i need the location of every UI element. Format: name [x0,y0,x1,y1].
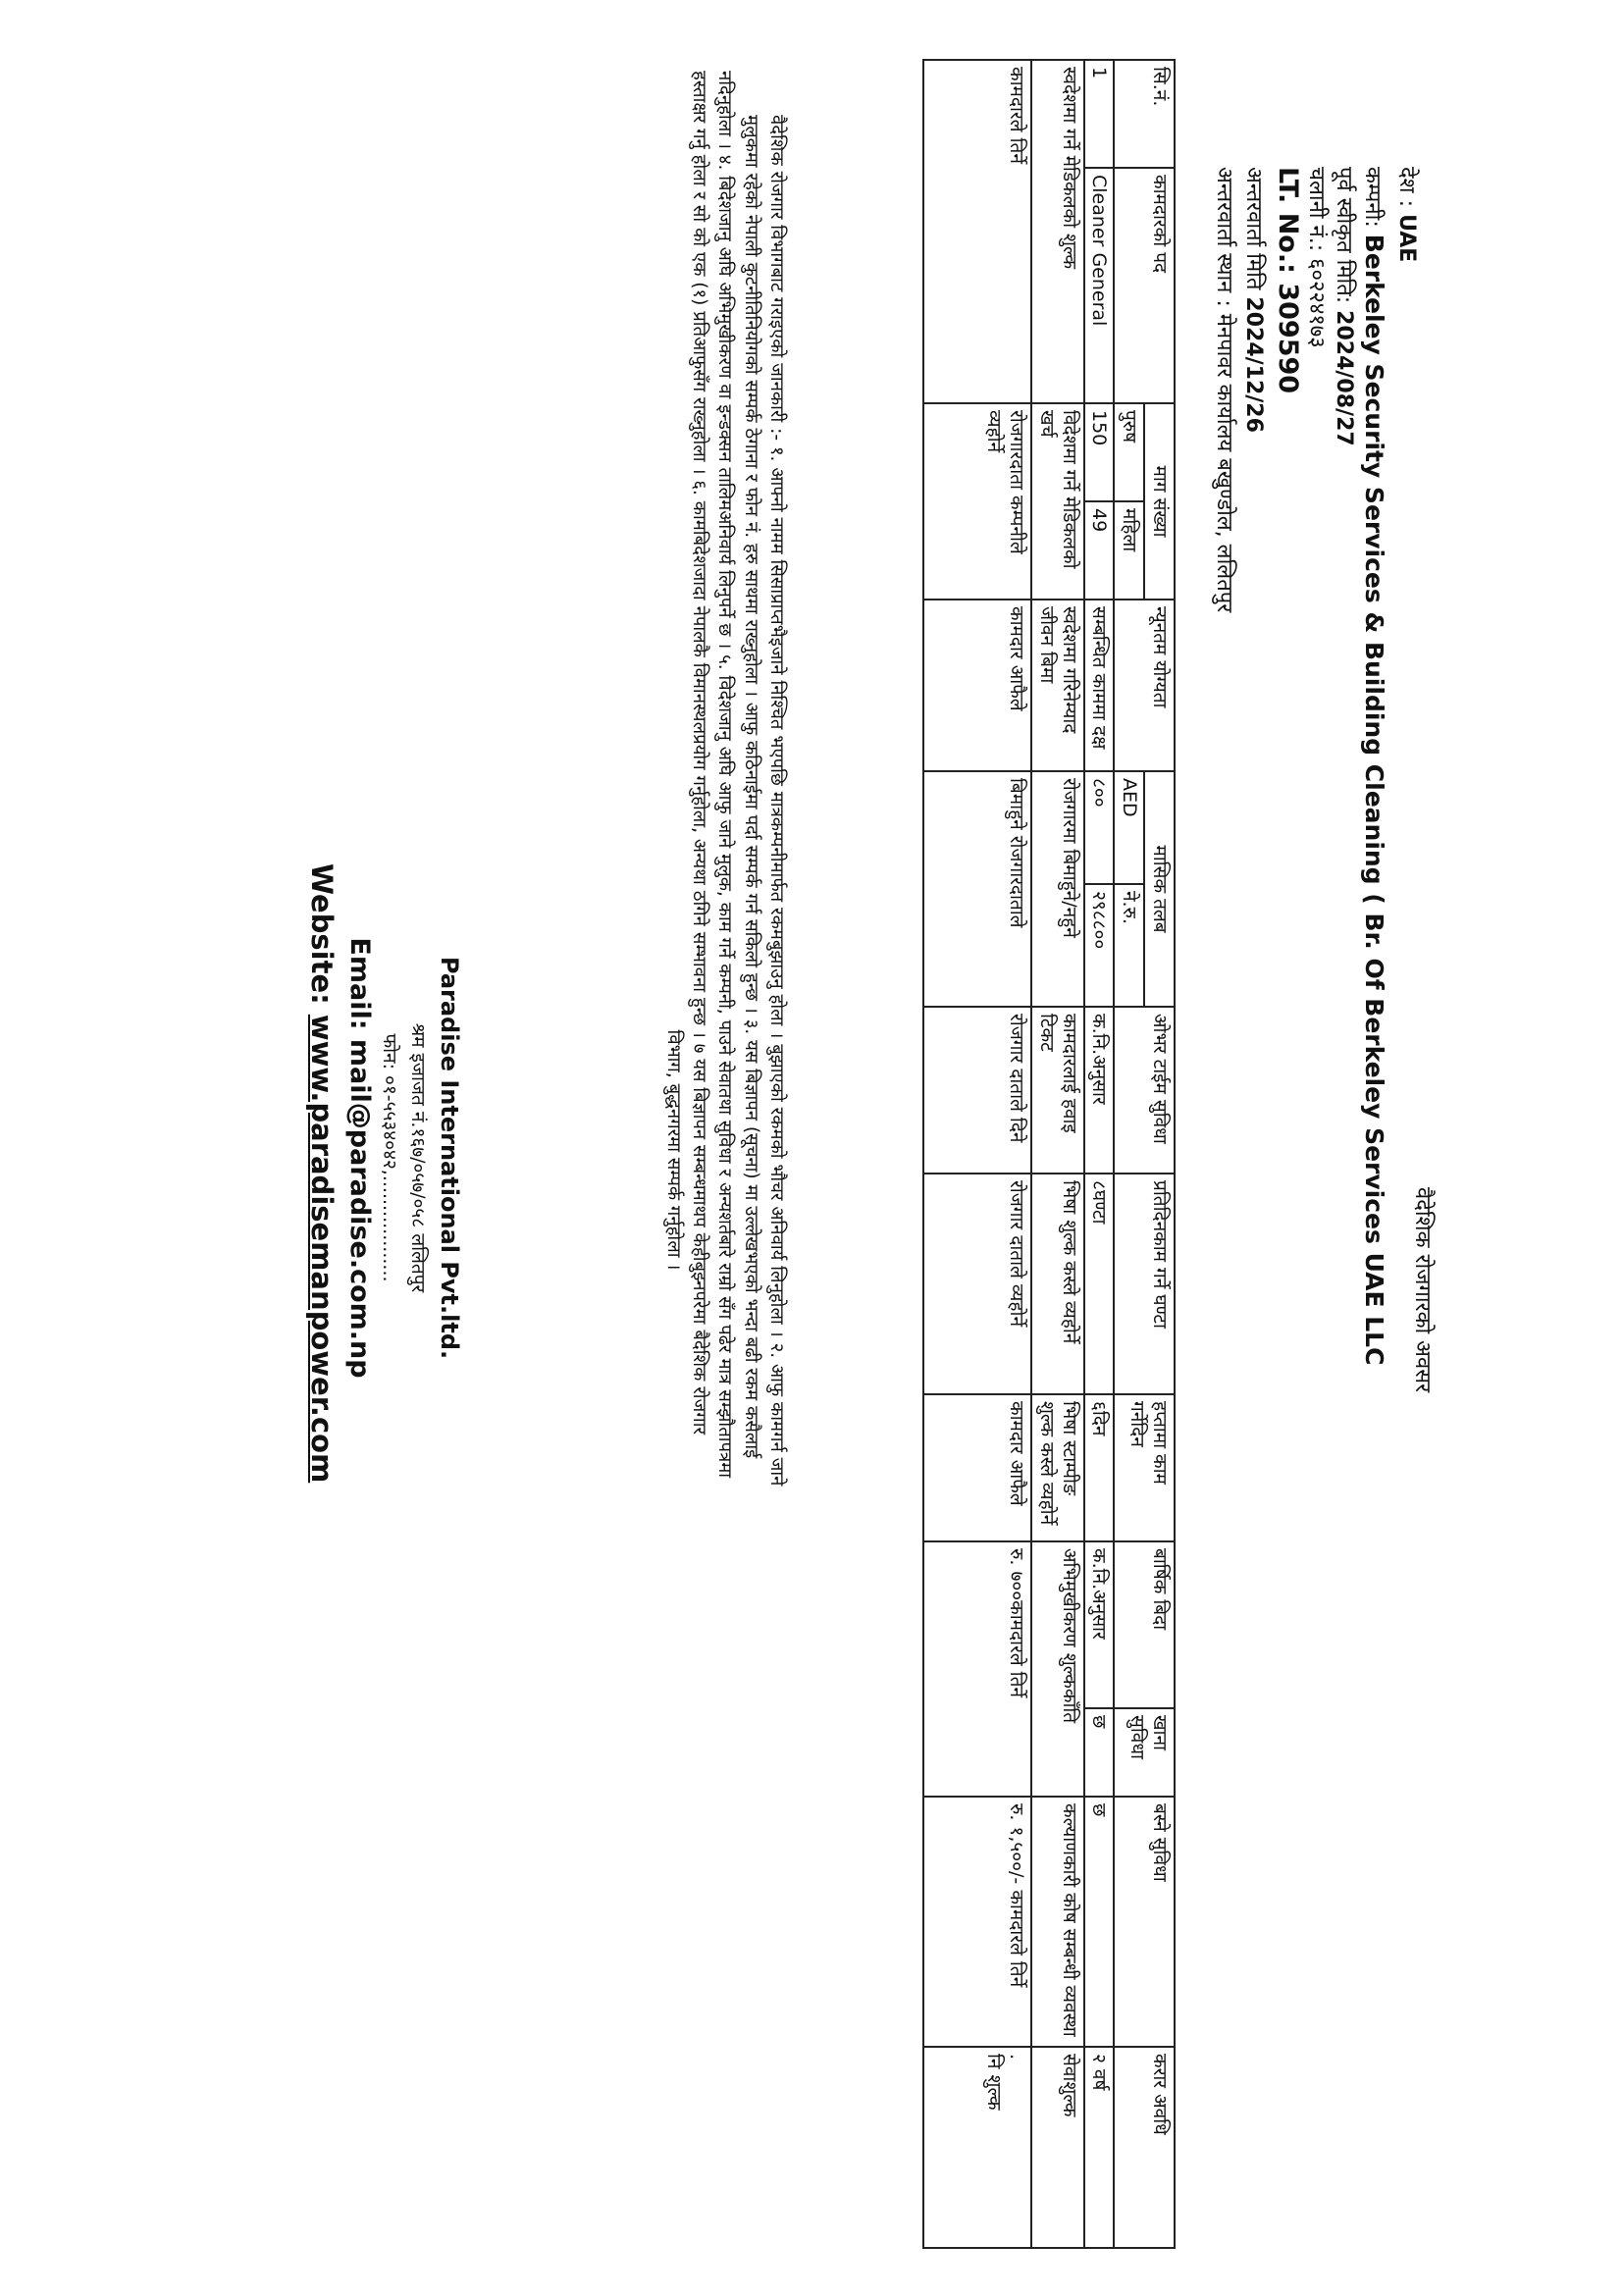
header-daily-hours: प्रतिदिनकाम गर्ने घण्टा [1114,1174,1175,1394]
cost-orientation: रु. ७००कामदारले तिर्ने [923,1541,1031,1797]
interview-date-label: अन्तरवार्ता मिति [1241,167,1266,290]
interview-place-label: अन्तरवार्ता स्थान : [1212,167,1236,307]
header-aed: AED [1114,771,1144,884]
header-contract: करार अवधि [1114,2047,1175,2248]
row-food: छ [1084,1708,1115,1797]
cost-label: कामदारले तिर्ने [923,60,1031,403]
row-annual-leave: क.नि.अनुसार [1084,1541,1115,1708]
notice-line-5: विभाग, बुद्धनगरमा सम्पर्क गर्नुहोला । [662,1029,684,1271]
table-header-row [1144,60,1175,2248]
cost-service-fee-mark: . [1006,2054,1028,2061]
cost-header-visa-stamping: भिषा स्टाम्पीङ शुल्क कस्ले व्यहोर्ने [1031,1394,1084,1541]
agency-phone: फोन: ०१-५५३४०४२,.................. [379,1033,400,1282]
row-daily-hours: ८घण्टा [1084,1174,1115,1394]
chalani-label: चलानी नं.: [1304,167,1329,252]
header-food: खाना सुविधा [1114,1708,1175,1797]
chalani-line [1304,167,1329,348]
country-value: UAE [1394,214,1419,263]
header-annual-leave: बार्षिक बिदा [1114,1541,1175,1708]
cost-header-air-ticket: कामदारलाई हवाइ टिकट [1031,1007,1084,1174]
cost-visa-fee: रोजगार दाताले व्यहोर्ने [923,1174,1031,1394]
header-demand-count: माग संख्या [1144,403,1175,600]
header-male: पुरुष [1114,403,1144,501]
cost-header-welfare: कल्याणकारी कोष सम्बन्धी व्यवस्था [1031,1797,1084,2047]
lt-label: LT. No.: [1273,167,1303,274]
row-male: 150 [1084,403,1115,501]
cost-insurance: कामदार आफैले [923,600,1031,771]
row-min-qualification: सम्बन्धित काममा दक्ष [1084,600,1115,771]
cost-header-medical-abroad: विदेशमा गर्ने मेडिकलको खर्च [1031,403,1084,600]
cost-header-row [1031,60,1084,2248]
chalani-value: ६०२२४१७३ [1304,258,1329,348]
row-overtime: क.नि.अनुसार [1084,1007,1115,1174]
cost-visa-stamping: कामदार आफैले [923,1394,1031,1541]
interview-place-value: मेनपावर कार्यालय बखुण्डोल, ललितपुर [1212,313,1236,613]
pre-approval-line [1332,167,1356,446]
notice-line-3: नदिनुहोला । ४. बिदेशजानु अघि अभिमुखीकरण वा इन्डक्सन तालिमअनिवार्य लिनुपर्ने छ । ५. विदेशजानु अघि आफु जाने मुलुक, काम गर्ने कम्पनी, पाउने सेवातथा सुविधा र अन्यशर्तबारे राम्रो सँग पढेर मात्र सम्झौतापत्रमा [714,71,736,1479]
pre-approval-value: 2024/08/27 [1332,310,1356,446]
row-female: 49 [1084,501,1115,600]
header-npr: ने.रु. [1114,884,1144,1007]
cost-employment-insurance: बिमाहुने रोजगारदाताले [923,771,1031,1007]
header-weekly-days: हप्तामा काम गर्नेदिन [1114,1394,1175,1541]
interview-date-line [1241,167,1266,433]
header-monthly-salary: मासिक तलब [1144,771,1175,1007]
table-row [1084,60,1115,2248]
agency-license: श्रम इजाजत नं.१६७/०५७/०५८ ललितपुर [407,1022,429,1293]
agency-name: Paradise International Pvt.ltd. [436,956,463,1360]
row-position: Cleaner General [1084,168,1115,403]
lt-line [1273,167,1303,393]
row-contract: २ वर्ष [1084,2047,1115,2248]
agency-website [305,863,339,1484]
country-label: देश : [1394,167,1419,208]
header-overtime: ओभर टाईम सुविधा [1114,1007,1175,1174]
cost-header-employment-insurance: रोजगारमा बिमाहुने/नहुने [1031,771,1084,1007]
company-line [1359,167,1387,1365]
interview-place-line [1212,167,1236,612]
header-accommodation: बस्ने सुविधा [1114,1797,1175,2047]
cost-welfare: रु. १,५००/- कामदारले तिर्ने [923,1797,1031,2047]
row-sn: 1 [1084,60,1115,168]
department-notice [660,71,789,2229]
cost-header-insurance: स्वदेशमा गरिनेम्याद जीवन बिमा [1031,600,1084,771]
cost-header-medical-home: स्वदेशमा गर्ने मेडिकलको शुल्क [1031,60,1084,403]
page-title: वैदेशिक रोजगारको अवसर [1410,1187,1435,1393]
company-value: Berkeley Security Services & Building Cleaning ( Br. Of Berkeley Services UAE LLC [1360,234,1388,1366]
pre-approval-label: पूर्व स्वीकृत मिति: [1332,167,1356,304]
row-weekly-days: ६दिन [1084,1394,1115,1541]
interview-date-value: 2024/12/26 [1241,296,1266,433]
agency-email: Email: mail@paradise.com.np [344,937,375,1379]
lt-value: 309590 [1273,283,1303,394]
row-accommodation: छ [1084,1797,1115,2047]
cost-header-orientation: अभिमुखीकरण शुल्ककाँति [1031,1541,1084,1797]
country-line [1394,167,1419,262]
cost-header-service-fee: सेवाशुल्क [1031,2047,1084,2248]
row-npr: २९८८०० [1084,884,1115,1007]
row-aed: ८०० [1084,771,1115,884]
header-sn: सि.नं. [1114,60,1175,168]
company-label: कम्पनी: [1360,167,1385,228]
website-link[interactable]: www.paradisemanpower.com [305,1014,339,1484]
header-female: महिला [1114,501,1144,600]
header-min-qualification: न्यूनतम योग्यता [1114,600,1175,771]
cost-air-ticket: रोजगार दाताले दिने [923,1007,1031,1174]
notice-line-4: हस्ताक्षर गर्नु होला र सो को एक (१) प्रतिआफुसँग राख्नुहोला । ६. कामबिदेशजादा नेपालकै विमानस्थलप्रयोग गर्नुहोला, अन्यथा ठगिने सम्भावना हुन्छ । ७ यस बिज्ञापन सम्बन्धमाथप केहीबुझ्नपरेमा बैदेशिक रोजगार [689,71,710,1435]
notice-line-1: वैदेशिक रोजगार विभागबाट गराइएको जानकारी :- १. आफ्नो नामम सिसाप्राप्तभैइजाने निश्चित भएपछि मात्रकम्पनीमार्फत रकमबुझाउनु होला । बुझाएको रकमको भौचर अनिवार्य लिनुहोला । २. आफु कामगर्न जाने [766,115,787,1487]
cost-row [923,60,1031,2248]
cost-medical-abroad: रोजगारदाता कम्पनीले व्यहोर्ने [923,403,1031,600]
cost-header-visa-fee: भिषा शुल्क कस्ले व्यहोर्ने [1031,1174,1084,1394]
header-position: कामदारको पद [1114,168,1175,403]
notice-line-2: मुलुकमा रहेको नेपाली कुटनीतिनियोगको सम्पर्क ठेगाना र फोन नं. हरु साथमा राख्नुहोला । आफु कठिनाईमा पर्दा सम्पर्क गर्न सकिलो हुन्छ । ३. यस बिज्ञापन (सूचना) मा उल्लेखभएको भन्दा बढी रकम कसैलाई [740,115,761,1459]
cost-service-fee-cell [923,2047,1031,2248]
job-details-table [922,59,1176,2249]
website-label: Website: [305,863,339,1005]
cost-service-fee: नि शुल्क [983,2054,1006,2111]
